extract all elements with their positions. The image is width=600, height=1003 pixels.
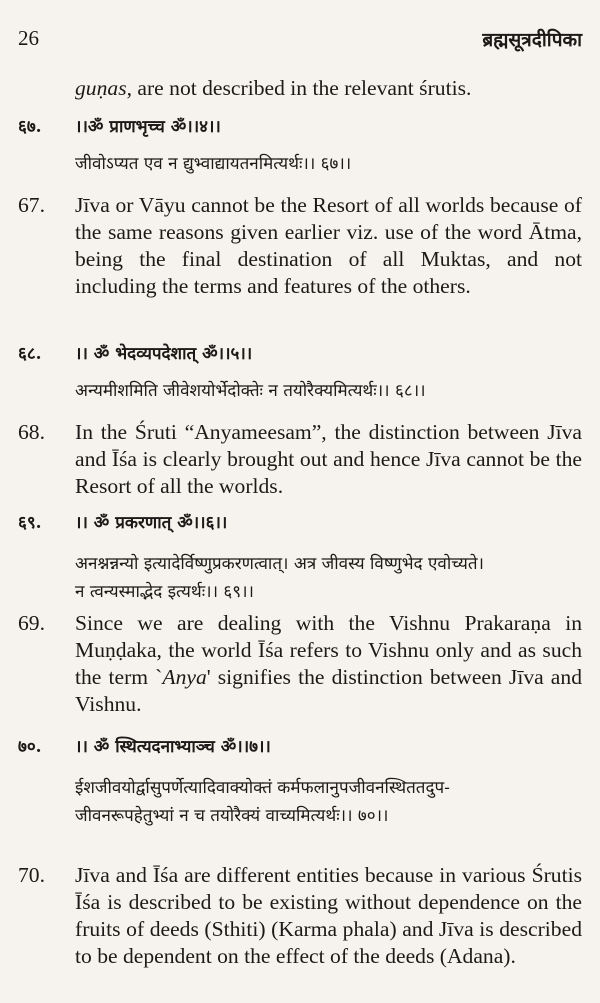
sutra-text: ।। ॐ भेदव्यपदेशात् ॐ।।५।। — [75, 344, 253, 364]
commentary-68 — [75, 377, 582, 405]
page-number: 26 — [18, 26, 39, 50]
sutra-68 — [18, 341, 582, 367]
commentary-69 — [75, 550, 582, 606]
translation-text: Jīva or Vāyu cannot be the Resort of all worlds because of the same reasons given earlier viz. use of the word Ātma, being the final destination of all Muktas, and not including the terms and features of the others. — [75, 193, 582, 298]
intro-paragraph — [18, 75, 582, 102]
commentary-line: जीवोऽप्यत एव न द्युभ्वाद्यायतनमित्यर्थः।। ६७।। — [75, 154, 352, 174]
translation-number: 69. — [18, 611, 45, 635]
commentary-70 — [75, 774, 582, 830]
sutra-number: ६९. — [18, 513, 42, 533]
sutra-text: ।।ॐ प्राणभृच्च ॐ।।४।। — [75, 117, 221, 137]
sutra-number: ७०. — [18, 737, 42, 757]
commentary-line: अनश्नन्नन्यो इत्यादेर्विष्णुप्रकरणत्वात्। अत्र जीवस्य विष्णुभेद एवोच्यते। — [75, 554, 484, 574]
commentary-line: अन्यमीशमिति जीवेशयोर्भेदोक्तेः न तयोरैक्यमित्यर्थः।। ६८।। — [75, 381, 426, 401]
translation-67 — [18, 192, 582, 300]
sutra-text: ।। ॐ प्रकरणात् ॐ।।६।। — [75, 513, 228, 533]
translation-68 — [18, 419, 582, 500]
translation-69 — [18, 610, 582, 718]
translation-italic: Anya — [162, 665, 207, 689]
intro-italic: guṇas — [75, 76, 127, 100]
translation-70 — [18, 862, 582, 970]
sutra-70 — [18, 734, 582, 760]
commentary-line: न त्वन्यस्माद्भेद इत्यर्थः।। ६९।। — [75, 582, 254, 602]
commentary-line: जीवनरूपहेतुभ्यां न च तयोरैक्यं वाच्यमित्यर्थः।। ७०।। — [75, 806, 389, 826]
running-title: ब्रह्मसूत्रदीपिका — [482, 29, 582, 51]
translation-text — [75, 610, 582, 718]
sutra-67 — [18, 114, 582, 140]
sutra-number: ६७. — [18, 117, 42, 137]
sutra-69 — [18, 510, 582, 536]
translation-text-part: ' signifies the distinction between Jīva and Vishnu. — [75, 665, 582, 716]
sutra-text: ।। ॐ स्थित्यदनाभ्याञ्च ॐ।।७।। — [75, 737, 271, 757]
translation-number: 70. — [18, 863, 45, 887]
translation-number: 67. — [18, 193, 45, 217]
translation-text: Jīva and Īśa are different entities because in various Śrutis Īśa is described to be existing without dependence on the fruits of deeds (Sthiti) (Karma phala) and Jīva is described to be dependent on the effect of the deeds (Adana). — [75, 863, 582, 968]
translation-text-part: Since we are dealing with the Vishnu Prakaraṇa in Muṇḍaka, the world Īśa refers to Vishnu only and as such the term ` — [75, 611, 582, 689]
commentary-67 — [75, 150, 582, 178]
intro-rest: , are not described in the relevant śrutis. — [126, 76, 472, 100]
sutra-number: ६८. — [18, 344, 42, 364]
translation-text: In the Śruti “Anyameesam”, the distinction between Jīva and Īśa is clearly brought out and hence Jīva cannot be the Resort of all the worlds. — [75, 420, 582, 498]
translation-number: 68. — [18, 420, 45, 444]
commentary-line: ईशजीवयोर्द्वासुपर्णेत्यादिवाक्योक्तं कर्मफलानुपजीवनस्थिततदुप- — [75, 778, 450, 798]
page-header — [18, 26, 582, 60]
